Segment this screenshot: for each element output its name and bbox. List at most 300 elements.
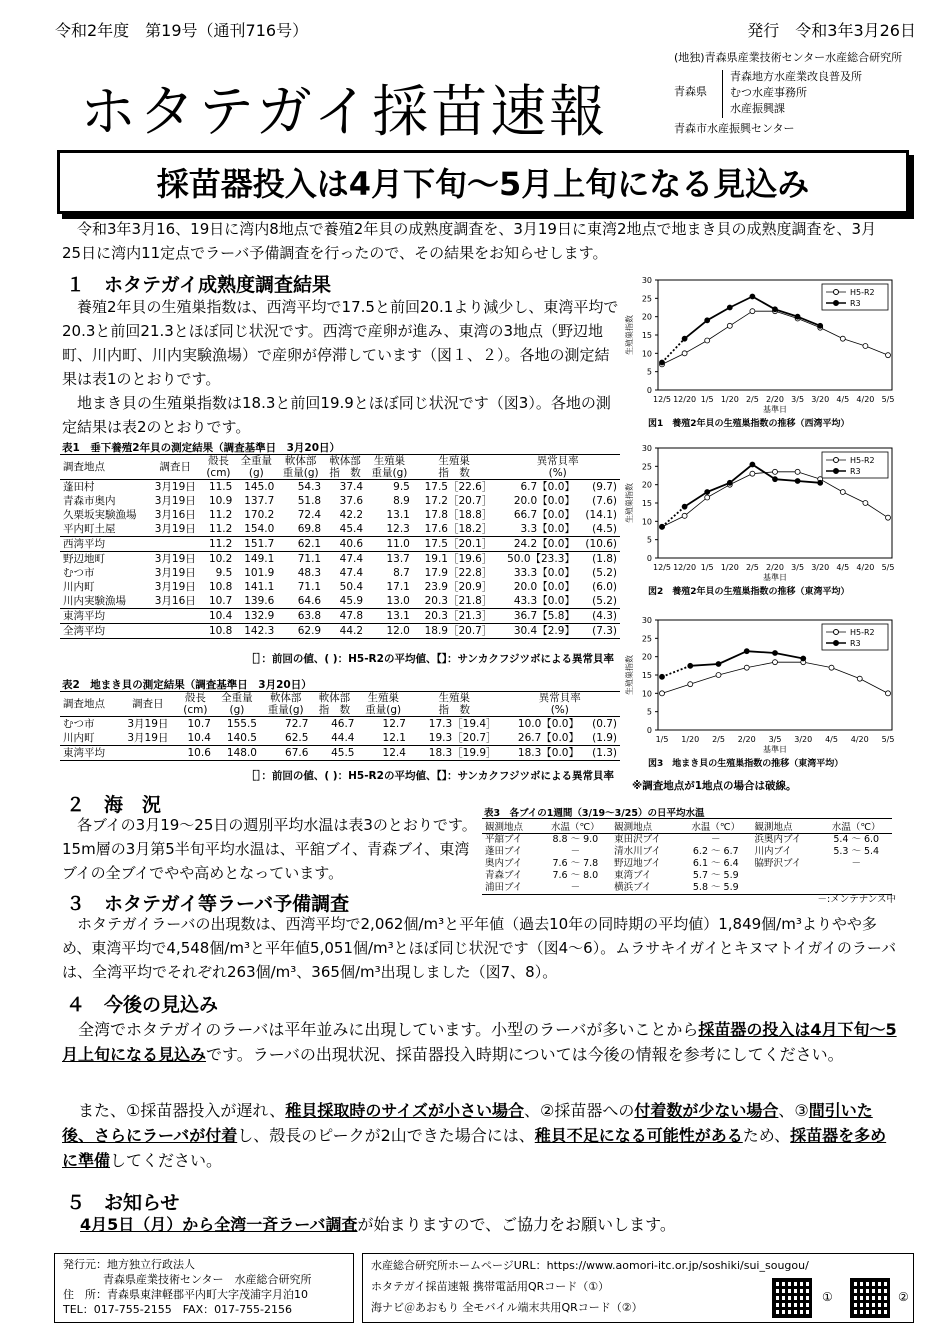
table-cell: 145.0 [244, 481, 275, 493]
x-tick-label: 1/5 [700, 395, 714, 404]
chart-title: 図2 養殖2年貝の生殖巣指数の推移（東湾平均） [648, 587, 850, 597]
x-tick-label: 1/20 [720, 563, 739, 572]
table-row [60, 552, 620, 567]
legend-label: R3 [850, 299, 861, 308]
x-tick-label: 3/20 [794, 735, 813, 744]
table-cell: 20.0【0.0】 [513, 495, 575, 507]
table-cell: 西湾平均 [63, 538, 105, 550]
table-cell: 62.9 [297, 625, 322, 637]
y-tick-label: 30 [641, 276, 652, 285]
table1-caption: 表1 垂下養殖2年貝の測定結果（調査基準日 3月20日） [62, 442, 341, 454]
table-cell: (4.3) [592, 610, 617, 622]
table-cell: 45.9 [339, 595, 364, 607]
table-cell: 浜奥内ブイ [754, 834, 802, 845]
series-segment-r3 [685, 492, 708, 507]
table-cell: 44.2 [339, 625, 364, 637]
table-header-cell: 調査地点 [63, 698, 105, 710]
table-cell: (5.2) [592, 595, 617, 607]
table-cell: 10.4 [187, 732, 211, 744]
table-cell: 142.3 [244, 625, 275, 637]
table-cell: 30.4【2.9】 [513, 625, 575, 637]
y-tick-label: 0 [646, 386, 652, 395]
x-axis-label: 基準日 [763, 573, 787, 582]
org-mutsu-office: むつ水産事務所 [730, 86, 807, 99]
table-header-cell: 生殖巣 指 数 [438, 692, 470, 716]
table-cell: － [711, 834, 721, 845]
section1-title: １ ホタテガイ成熟度調査結果 [66, 274, 332, 296]
data-point-h5-r2 [857, 676, 862, 681]
table-cell [752, 882, 821, 895]
table-row [60, 508, 620, 522]
series-segment-r3 [747, 651, 775, 653]
table-header-cell: 水温（℃） [551, 822, 600, 833]
table-cell: 7.6 ～ 7.8 [552, 858, 599, 869]
table-cell: (5.2) [592, 567, 617, 579]
table-row [482, 834, 892, 847]
org-extension-office: 青森地方水産業改良普及所 [730, 70, 862, 83]
s4-emphasis: 付着数が少ない場合 [634, 1101, 779, 1120]
table-cell: (1.3) [592, 747, 617, 759]
table3-caption: 表3 各ブイの1週間（3/19～3/25）の日平均水温 [484, 808, 705, 819]
figure-note: ※調査地点が1地点の場合は破線。 [632, 780, 797, 792]
section2-paragraph: 各ブイの3月19～25日の週別平均水温は表3のとおりです。15m層の3月第5半旬平均水温は、平舘ブイ、青森ブイ、東湾ブイの全ブイでやや高めとなっています。 [62, 816, 477, 882]
org-prefecture: 青森県 [674, 85, 707, 98]
data-point-r3 [682, 504, 687, 509]
table-cell: 17.3［19.4］ [428, 718, 497, 730]
data-point-h5-r2 [688, 682, 693, 687]
table-cell: － [570, 846, 581, 857]
table-cell: 18.3【0.0】 [517, 747, 579, 759]
y-tick-label: 15 [641, 499, 652, 508]
table-cell: 46.7 [331, 718, 355, 730]
table-header-cell: 軟体部 指 数 [329, 455, 361, 479]
table-cell: 11.2 [208, 538, 233, 550]
table-cell: 全湾平均 [63, 625, 105, 637]
table-cell: 12.0 [386, 625, 410, 637]
table-header-cell: 異常貝率 (%) [538, 692, 581, 716]
table-header-cell: 観測地点 [754, 822, 793, 833]
table-cell: 3月19日 [154, 581, 196, 593]
table-cell: 浦田ブイ [485, 882, 523, 893]
qr-code-1-icon[interactable] [772, 1278, 812, 1318]
table-cell: 24.2【0.0】 [513, 538, 575, 550]
table-cell: (1.8) [592, 553, 617, 565]
data-point-h5-r2 [727, 323, 732, 328]
table-cell: 72.4 [297, 509, 322, 521]
section3-title: ３ ホタテガイ等ラーバ予備調査 [66, 893, 350, 915]
x-tick-label: 2/20 [766, 395, 784, 404]
table-cell: 3月19日 [154, 553, 196, 565]
table-header-cell: 軟体部 指 数 [318, 692, 351, 716]
headline: 採苗器投入は4月下旬～5月上旬になる見込み [57, 150, 909, 214]
series-segment-h5-r2 [747, 662, 775, 668]
table-cell: 20.3［21.8］ [424, 595, 493, 607]
x-tick-label: 3/20 [811, 563, 830, 572]
data-point-r3 [773, 651, 778, 656]
table-cell: 10.7 [187, 718, 211, 730]
data-point-r3 [682, 336, 687, 341]
footer-address: 住 所：青森県東津軽郡平内町大字茂浦字月泊10 [63, 1288, 308, 1301]
data-point-h5-r2 [750, 309, 755, 314]
x-tick-label: 1/20 [681, 735, 700, 744]
x-tick-label: 2/5 [745, 395, 759, 404]
data-point-r3 [773, 477, 778, 482]
table-cell: 野辺地ブイ [614, 858, 661, 869]
newsletter-title: ホタテガイ採苗速報 [80, 80, 609, 145]
y-axis-label: 生殖巣指数 [625, 315, 634, 355]
data-point-h5-r2 [744, 665, 749, 670]
table-cell: 青森市奥内 [63, 495, 116, 507]
data-point-h5-r2 [795, 469, 800, 474]
series-segment-h5-r2 [820, 328, 843, 339]
table-cell [149, 537, 202, 552]
table-cell: 11.2 [208, 509, 233, 521]
table-cell: 36.7【5.8】 [513, 610, 575, 622]
table-cell: (10.6) [585, 538, 617, 550]
series-segment-h5-r2 [690, 675, 718, 684]
table-cell: 野辺地町 [63, 553, 105, 565]
table-cell: 20.0【0.0】 [513, 581, 575, 593]
data-point-r3 [795, 314, 800, 319]
table-row [482, 870, 892, 882]
qr-code-2-icon[interactable] [850, 1278, 890, 1318]
table-cell: 17.6［18.2］ [424, 523, 493, 535]
footer-qr2-label: 海ナビ＠あおもり 全モバイル端末共用QRコード（②） [371, 1301, 643, 1314]
y-tick-label: 5 [646, 707, 652, 717]
s4-text: です。ラーバの出現状況、採苗器投入時期については今後の情報を参考にしてください。 [206, 1045, 844, 1064]
table-cell: (7.3) [592, 625, 617, 637]
table-cell: 19.3［20.7］ [428, 732, 497, 744]
table2-note: ［］：前回の値、( )：H5-R2の平均値、【】：サンカクフジツボによる異常貝率 [245, 770, 614, 782]
chart-title: 図1 養殖2年貝の生殖巣指数の推移（西湾平均） [648, 419, 850, 429]
table-cell: 川内町 [63, 581, 95, 593]
data-point-r3 [716, 662, 721, 667]
table-cell: 8.9 [393, 495, 410, 507]
data-point-h5-r2 [773, 469, 778, 474]
org-bracket [722, 70, 724, 118]
section4-paragraph1 [62, 1017, 902, 1067]
footer-institute: 青森県産業技術センター 水産総合研究所 [103, 1273, 312, 1286]
table-cell: 12.3 [386, 523, 410, 535]
footer-phone-fax: TEL：017-755-2155 FAX：017-755-2156 [63, 1303, 293, 1316]
table-cell: 10.2 [208, 553, 233, 565]
x-tick-label: 12/20 [673, 563, 697, 572]
table-cell: 66.7【0.0】 [513, 509, 575, 521]
table-cell: 10.9 [208, 495, 233, 507]
s4-text: 全湾でホタテガイのラーバは平年並みに出現しています。小型のラーバが多いことから [62, 1020, 699, 1039]
legend-marker [834, 469, 839, 474]
table-cell: 東湾平均 [63, 747, 105, 759]
data-point-h5-r2 [829, 665, 834, 670]
intro-paragraph: 令和3年3月16、19日に湾内8地点で養殖2年貝の成熟度調査を、3月19日に東湾2地点で地まき貝の成熟度調査を、3月25日に湾内11定点でラーバ予備調査を行ったので、その結果をお知らせします。 [62, 220, 877, 262]
series-segment-h5-r2 [820, 479, 843, 492]
section5-title: ５ お知らせ [66, 1192, 180, 1214]
data-point-r3 [705, 490, 710, 495]
data-point-h5-r2 [705, 338, 710, 343]
table-cell: (14.1) [585, 509, 617, 521]
s4-emphasis: 稚貝採取時のサイズが小さい場合 [285, 1101, 525, 1120]
table-row [60, 522, 620, 537]
data-point-h5-r2 [682, 351, 687, 356]
x-tick-label: 2/5 [712, 735, 725, 744]
table-row [60, 537, 620, 552]
s4-text: また、①採苗器投入が遅れ、 [62, 1101, 286, 1120]
table-cell: 3月19日 [127, 732, 169, 744]
data-point-r3 [750, 462, 755, 467]
series-segment-r3 [775, 479, 798, 481]
table-cell: 101.9 [244, 567, 275, 579]
x-tick-label: 5/5 [881, 735, 895, 744]
series-segment-r3 [685, 320, 708, 338]
table-cell: 50.0【23.3】 [507, 553, 575, 565]
table-cell: 11.0 [386, 538, 410, 550]
table-header-cell: 水温（℃） [691, 822, 741, 833]
table-cell: 9.5 [215, 567, 233, 579]
table3-note: －:メンテナンス中 [817, 894, 896, 905]
table-cell: むつ市 [63, 718, 95, 730]
table-header-cell: 水温（℃） [831, 822, 881, 833]
table-cell: 18.9［20.7］ [424, 625, 493, 637]
table2-caption: 表2 地まき貝の測定結果（調査基準日 3月20日） [62, 679, 312, 691]
y-tick-label: 5 [646, 535, 652, 545]
table-header-row [60, 692, 620, 717]
section2-title: ２ 海 況 [66, 794, 162, 816]
s5-emphasis: 4月5日（月）から全湾一斉ラーバ調査 [80, 1215, 358, 1234]
table-cell: 6.2 ～ 6.7 [692, 846, 739, 857]
org-research-institute: (地独)青森県産業技術センター水産総合研究所 [674, 51, 903, 64]
table-cell: 11.5 [208, 481, 233, 493]
table-header-cell: 軟体部 重量(g) [282, 455, 319, 479]
legend-marker [834, 290, 839, 295]
table-header-cell: 生殖巣 指 数 [438, 455, 470, 479]
x-tick-label: 1/5 [700, 563, 714, 572]
table-row [482, 846, 892, 858]
series-segment-r3 [707, 308, 730, 321]
issue-number: 令和2年度 第19号（通刊716号） [55, 21, 309, 40]
legend-marker [834, 630, 839, 635]
table-cell: 13.1 [386, 610, 410, 622]
table-cell: 平舘ブイ [485, 834, 523, 845]
table-cell: 3.3【0.0】 [520, 523, 575, 535]
table1 [60, 454, 620, 639]
table-cell: 45.4 [339, 523, 364, 535]
table-header-cell: 全重量 (g) [221, 692, 253, 716]
table-header-cell: 生殖巣 重量(g) [365, 692, 402, 716]
table-cell [149, 609, 202, 624]
x-tick-label: 12/5 [653, 563, 671, 572]
table-cell: 17.1 [386, 581, 410, 593]
legend-label: H5-R2 [850, 628, 875, 637]
table-cell: 42.2 [339, 509, 364, 521]
series-segment-h5-r2 [843, 492, 866, 503]
x-tick-label: 4/20 [856, 395, 875, 404]
footer-homepage-url[interactable]: 水産総合研究所ホームページURL：https://www.aomori-itc.or.jp/soshiki/sui_sougou/ [371, 1259, 809, 1272]
qr1-marker: ① [822, 1290, 833, 1304]
table-cell: 川内ブイ [754, 846, 792, 857]
table-cell: 8.7 [393, 567, 410, 579]
table-row [60, 731, 620, 746]
data-point-h5-r2 [750, 471, 755, 476]
x-tick-label: 1/20 [720, 395, 739, 404]
x-tick-label: 5/5 [881, 395, 895, 404]
table-cell: (9.7) [592, 481, 617, 493]
section4-paragraph2 [62, 1098, 902, 1173]
data-point-h5-r2 [886, 691, 891, 696]
table-cell: 東田沢ブイ [614, 834, 661, 845]
y-tick-label: 10 [641, 517, 652, 527]
table-cell: 脇野沢ブイ [754, 858, 802, 869]
table-header-cell: 軟体部 重量(g) [267, 692, 304, 716]
table-cell: 3月16日 [154, 595, 196, 607]
legend [822, 452, 888, 478]
table-cell: 7.6 ～ 8.0 [552, 870, 599, 881]
table-cell: むつ市 [63, 567, 95, 579]
table-cell: 47.8 [339, 610, 364, 622]
table1-note: ［］：前回の値、( )：H5-R2の平均値、【】：サンカクフジツボによる異常貝率 [245, 653, 614, 665]
table-cell: 132.9 [244, 610, 275, 622]
table-header-cell: 調査日 [132, 698, 164, 710]
table-cell: 3月19日 [154, 567, 196, 579]
section1-paragraph2: 地まき貝の生殖巣指数は18.3と前回19.9とほぼ同じ状況です（図3）。各地の測定結果は表2のとおりです。 [62, 394, 611, 436]
table-cell: － [570, 882, 581, 893]
data-point-r3 [727, 305, 732, 310]
table-cell: 63.8 [297, 610, 322, 622]
table-cell: 20.3［21.3］ [424, 610, 493, 622]
table-cell: 6.1 ～ 6.4 [692, 858, 739, 869]
figure2-chart [620, 440, 910, 602]
table-cell: 50.4 [339, 581, 364, 593]
x-tick-label: 12/20 [673, 395, 697, 404]
table-cell: 71.1 [297, 581, 322, 593]
table-header-row [60, 455, 620, 480]
table-cell: 10.8 [208, 581, 233, 593]
data-point-h5-r2 [840, 490, 845, 495]
table-cell [752, 870, 821, 882]
table-cell: 3月19日 [154, 495, 196, 507]
s4-emphasis: 稚貝不足になる可能性がある [534, 1126, 743, 1145]
figure3-chart [620, 612, 910, 772]
table-cell: 青森ブイ [485, 870, 523, 881]
data-point-r3 [750, 294, 755, 299]
table-header-cell: 観測地点 [614, 822, 653, 833]
table-row [60, 480, 620, 495]
qr2-marker: ② [898, 1290, 909, 1304]
table-cell: 37.4 [339, 481, 364, 493]
table-cell: 141.1 [244, 581, 275, 593]
series-segment-r3 [798, 317, 821, 326]
table-row [60, 494, 620, 508]
table-cell: 151.7 [244, 538, 275, 550]
series-segment-r3 [775, 653, 803, 659]
table-cell: 10.0【0.0】 [517, 718, 579, 730]
series-segment-h5-r2 [865, 503, 888, 518]
data-point-r3 [660, 524, 665, 529]
data-point-h5-r2 [863, 501, 868, 506]
data-point-r3 [705, 318, 710, 323]
table-cell: 久栗坂実験漁場 [63, 509, 137, 521]
section4-title: ４ 今後の見込み [66, 994, 219, 1016]
y-tick-label: 30 [641, 616, 652, 625]
y-tick-label: 10 [641, 689, 652, 699]
series-segment-h5-r2 [798, 472, 821, 479]
s4-emphasis: 採苗器を多めに準備 [62, 1126, 887, 1170]
series-segment-h5-r2 [662, 516, 685, 527]
table-cell: 3月19日 [154, 481, 196, 493]
s4-emphasis-timing: 採苗器の投入は4月下旬～5月上旬になる見込み [62, 1020, 897, 1064]
x-tick-label: 2/20 [737, 735, 756, 744]
legend-marker [834, 641, 839, 646]
table-cell: 67.6 [285, 747, 309, 759]
table-cell: 17.5［22.6］ [424, 481, 493, 493]
table-cell: 72.7 [285, 718, 309, 730]
table-cell [119, 746, 177, 761]
table-cell: 12.7 [382, 718, 406, 730]
table3 [482, 818, 892, 895]
table-cell: 川内実験漁場 [63, 595, 126, 607]
series-segment-h5-r2 [662, 684, 690, 693]
series-segment-r3 [662, 666, 690, 677]
table-cell: 17.5［20.1］ [424, 538, 493, 550]
data-point-h5-r2 [682, 513, 687, 518]
data-point-r3 [795, 479, 800, 484]
legend-label: R3 [850, 639, 861, 648]
table-cell: (7.6) [592, 495, 617, 507]
y-tick-label: 25 [641, 294, 652, 304]
data-point-h5-r2 [716, 673, 721, 678]
legend-label: H5-R2 [850, 456, 875, 465]
table-cell: 東湾平均 [63, 610, 105, 622]
series-segment-h5-r2 [865, 346, 888, 355]
table-cell: 17.2［20.7］ [424, 495, 493, 507]
y-tick-label: 0 [646, 554, 652, 563]
legend-marker [834, 458, 839, 463]
y-tick-label: 15 [641, 331, 652, 340]
y-tick-label: 30 [641, 444, 652, 453]
x-axis-label: 基準日 [763, 745, 787, 754]
table-cell: 奥内ブイ [485, 858, 523, 869]
table-cell: 10.6 [187, 747, 211, 759]
table-cell: 64.6 [297, 595, 322, 607]
table-cell: (4.5) [592, 523, 617, 535]
org-aomori-center: 青森市水産振興センター [674, 122, 795, 135]
table-cell: 12.4 [382, 747, 406, 759]
series-segment-r3 [719, 651, 747, 664]
series-segment-h5-r2 [832, 668, 860, 679]
x-tick-label: 4/20 [850, 735, 869, 744]
table-cell: 149.1 [244, 553, 275, 565]
x-tick-label: 3/5 [768, 735, 782, 744]
x-tick-label: 3/5 [791, 563, 805, 572]
x-tick-label: 3/5 [791, 395, 805, 404]
table-cell: 5.7 ～ 5.9 [692, 870, 739, 881]
series-segment-r3 [662, 507, 685, 527]
table-row [60, 609, 620, 624]
table-cell: 5.3 ～ 5.4 [833, 846, 880, 857]
table-cell: 48.3 [297, 567, 322, 579]
table-cell: (0.7) [592, 718, 617, 730]
table-row [60, 624, 620, 639]
x-tick-label: 12/5 [653, 395, 671, 404]
table-cell: 清水川ブイ [614, 846, 661, 857]
table-cell: 140.5 [226, 732, 257, 744]
y-tick-label: 10 [641, 349, 652, 359]
series-segment-h5-r2 [685, 341, 708, 354]
y-tick-label: 25 [641, 634, 652, 644]
table-cell: 11.2 [208, 523, 233, 535]
x-tick-label: 1/5 [655, 735, 669, 744]
table-header-cell: 殻長 (cm) [206, 455, 231, 479]
data-point-h5-r2 [886, 515, 891, 520]
